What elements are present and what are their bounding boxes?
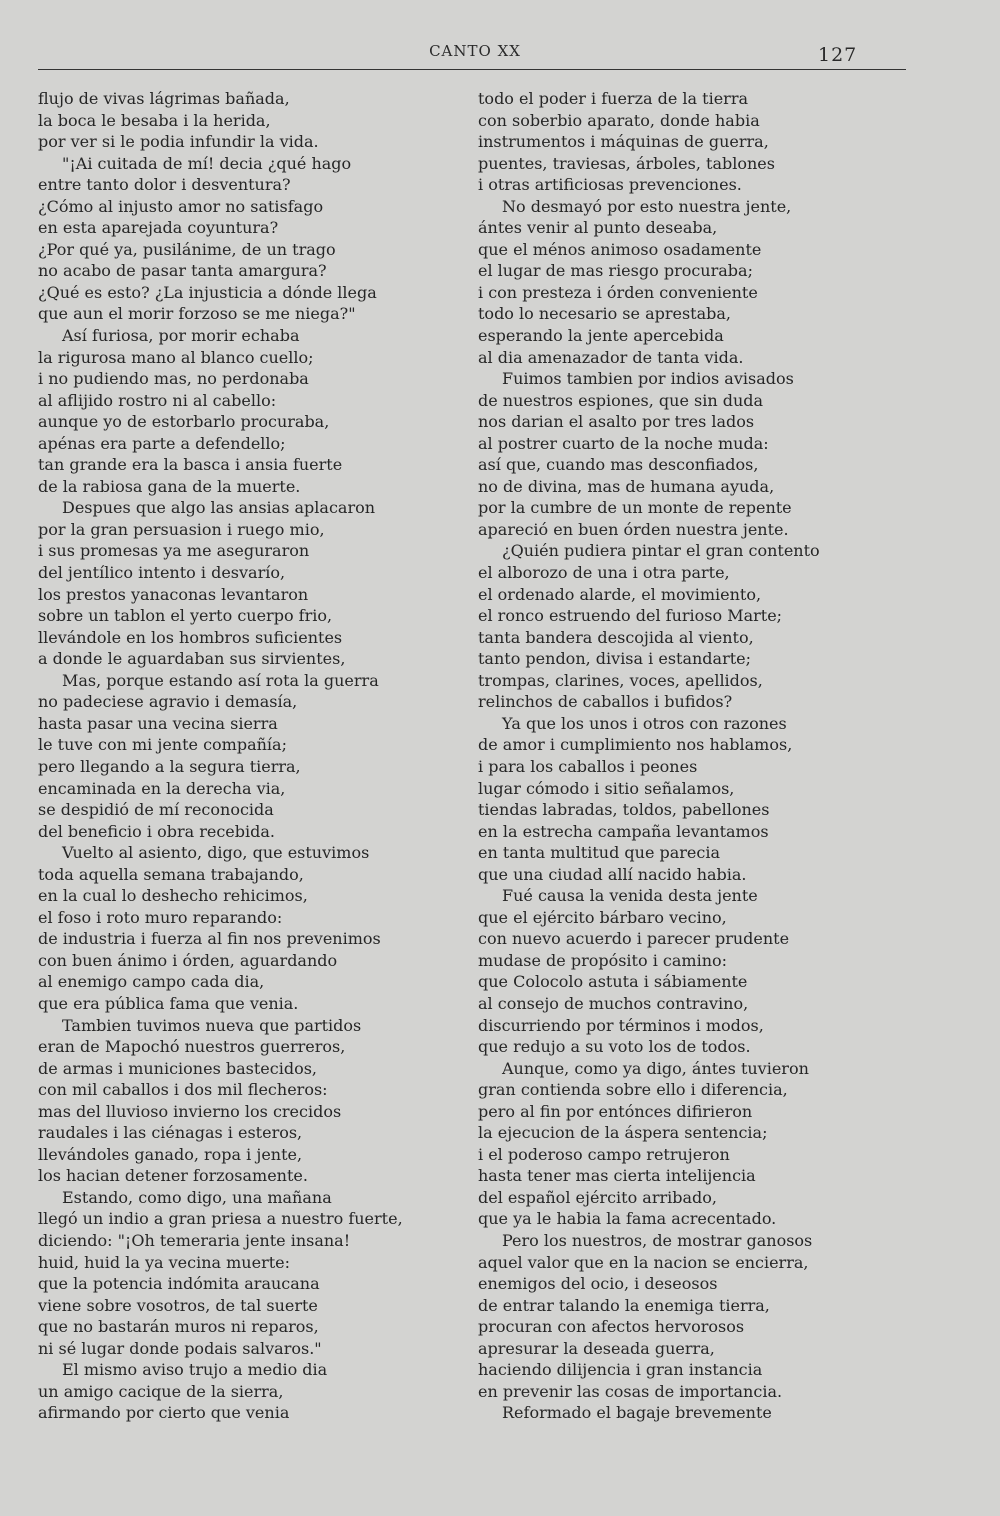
- verse-line: tiendas labradas, toldos, pabellones: [478, 800, 770, 820]
- verse-line: ¿Cómo al injusto amor no satisfago: [38, 196, 324, 216]
- verse-line: el ronco estruendo del furioso Marte;: [478, 606, 783, 626]
- left-text-column: [38, 88, 458, 1424]
- verse-line: un amigo cacique de la sierra,: [38, 1381, 284, 1401]
- verse-line: con soberbio aparato, donde habia: [478, 110, 760, 130]
- verse-line: apareció en buen órden nuestra jente.: [478, 519, 789, 539]
- verse-line: la rigurosa mano al blanco cuello;: [38, 347, 314, 367]
- verse-line: tan grande era la basca i ansia fuerte: [38, 455, 343, 475]
- verse-line: que no bastarán muros ni reparos,: [38, 1317, 319, 1337]
- verse-line: Tambien tuvimos nueva que partidos: [62, 1015, 362, 1035]
- verse-line: por ver si le podia infundir la vida.: [38, 132, 319, 152]
- verse-line: del jentílico intento i desvarío,: [38, 563, 286, 583]
- verse-line: llevándoles ganado, ropa i jente,: [38, 1144, 303, 1164]
- verse-line: discurriendo por términos i modos,: [478, 1015, 764, 1035]
- verse-line: enemigos del ocio, i deseosos: [478, 1274, 718, 1294]
- verse-line: Ya que los unos i otros con razones: [502, 713, 787, 733]
- verse-line: que ya le habia la fama acrecentado.: [478, 1209, 777, 1229]
- verse-line: que aun el morir forzoso se me niega?": [38, 304, 356, 324]
- verse-line: afirmando por cierto que venia: [38, 1403, 290, 1423]
- verse-line: Fué causa la venida desta jente: [502, 886, 758, 906]
- verse-line: todo el poder i fuerza de la tierra: [478, 89, 749, 108]
- verse-line: no acabo de pasar tanta amargura?: [38, 261, 327, 281]
- verse-line: a donde le aguardaban sus sirvientes,: [38, 649, 346, 669]
- verse-line: eran de Mapochó nuestros guerreros,: [38, 1037, 346, 1057]
- verse-line: todo lo necesario se aprestaba,: [478, 304, 732, 324]
- verse-line: pero al fin por entónces difirieron: [478, 1101, 753, 1121]
- verse-line: ¿Quién pudiera pintar el gran contento: [502, 541, 820, 561]
- verse-line: en prevenir las cosas de importancia.: [478, 1381, 783, 1401]
- verse-line: Aunque, como ya digo, ántes tuvieron: [502, 1058, 809, 1078]
- verse-line: con buen ánimo i órden, aguardando: [38, 950, 338, 970]
- verse-line: en tanta multitud que parecia: [478, 843, 721, 863]
- verse-line: en esta aparejada coyuntura?: [38, 218, 279, 238]
- verse-line: no padeciese agravio i demasía,: [38, 692, 298, 712]
- verse-line: de la rabiosa gana de la muerte.: [38, 476, 301, 496]
- verse-line: i no pudiendo mas, no perdonaba: [38, 369, 309, 389]
- verse-line: el ordenado alarde, el movimiento,: [478, 584, 762, 604]
- verse-line: tanta bandera descojida al viento,: [478, 627, 754, 647]
- verse-line: apénas era parte a defendello;: [38, 433, 286, 453]
- verse-line: en la estrecha campaña levantamos: [478, 821, 769, 841]
- verse-line: por la cumbre de un monte de repente: [478, 498, 792, 518]
- verse-line: toda aquella semana trabajando,: [38, 864, 304, 884]
- verse-line: Estando, como digo, una mañana: [62, 1187, 332, 1207]
- verse-line: que la potencia indómita araucana: [38, 1274, 320, 1294]
- verse-line: Fuimos tambien por indios avisados: [502, 369, 794, 389]
- verse-line: el foso i roto muro reparando:: [38, 907, 283, 927]
- verse-line: Pero los nuestros, de mostrar ganosos: [502, 1230, 813, 1250]
- verse-line: huid, huid la ya vecina muerte:: [38, 1252, 290, 1272]
- verse-line: mas del lluvioso invierno los crecidos: [38, 1101, 342, 1121]
- verse-line: mudase de propósito i camino:: [478, 950, 728, 970]
- verse-line: relinchos de caballos i bufidos?: [478, 692, 733, 712]
- verse-line: llevándole en los hombros suficientes: [38, 627, 343, 647]
- verse-line: diciendo: "¡Oh temeraria jente insana!: [38, 1230, 351, 1250]
- verse-line: que era pública fama que venia.: [38, 993, 299, 1013]
- verse-line: tanto pendon, divisa i estandarte;: [478, 649, 752, 669]
- right-text-column: [478, 88, 918, 1424]
- verse-line: puentes, traviesas, árboles, tablones: [478, 153, 775, 173]
- verse-line: llegó un indio a gran priesa a nuestro fuerte,: [38, 1209, 403, 1229]
- verse-line: lugar cómodo i sitio señalamos,: [478, 778, 735, 798]
- verse-line: Así furiosa, por morir echaba: [62, 326, 300, 346]
- verse-line: Vuelto al asiento, digo, que estuvimos: [62, 843, 370, 863]
- verse-line: raudales i las ciénagas i esteros,: [38, 1123, 303, 1143]
- verse-line: de armas i municiones bastecidos,: [38, 1058, 318, 1078]
- verse-line: ántes venir al punto deseaba,: [478, 218, 718, 238]
- verse-line: al enemigo campo cada dia,: [38, 972, 265, 992]
- verse-line: entre tanto dolor i desventura?: [38, 175, 291, 195]
- verse-line: No desmayó por esto nuestra jente,: [502, 196, 792, 216]
- verse-line: Despues que algo las ansias aplacaron: [62, 498, 376, 518]
- verse-line: por la gran persuasion i ruego mio,: [38, 519, 325, 539]
- header-rule: [38, 69, 906, 70]
- verse-line: que redujo a su voto los de todos.: [478, 1037, 751, 1057]
- verse-line: gran contienda sobre ello i diferencia,: [478, 1080, 788, 1100]
- verse-line: flujo de vivas lágrimas bañada,: [38, 89, 290, 108]
- verse-line: i otras artificiosas prevenciones.: [478, 175, 742, 195]
- verse-line: encaminada en la derecha via,: [38, 778, 286, 798]
- verse-line: de amor i cumplimiento nos hablamos,: [478, 735, 793, 755]
- verse-line: que el ménos animoso osadamente: [478, 239, 762, 259]
- verse-line: no de divina, mas de humana ayuda,: [478, 476, 775, 496]
- verse-line: nos darian el asalto por tres lados: [478, 412, 755, 432]
- verse-line: la boca le besaba i la herida,: [38, 110, 271, 130]
- verse-line: trompas, clarines, voces, apellidos,: [478, 670, 763, 690]
- verse-line: de industria i fuerza al fin nos prevenimos: [38, 929, 381, 949]
- verse-line: al postrer cuarto de la noche muda:: [478, 433, 769, 453]
- verse-line: haciendo dilijencia i gran instancia: [478, 1360, 763, 1380]
- verse-line: "¡Ai cuitada de mí! decia ¿qué hago: [62, 153, 352, 173]
- verse-line: así que, cuando mas desconfiados,: [478, 455, 759, 475]
- verse-line: procuran con afectos hervorosos: [478, 1317, 745, 1337]
- verse-line: apresurar la deseada guerra,: [478, 1338, 715, 1358]
- verse-line: Reformado el bagaje brevemente: [502, 1403, 772, 1423]
- verse-line: en la cual lo deshecho rehicimos,: [38, 886, 308, 906]
- verse-line: i el poderoso campo retrujeron: [478, 1144, 730, 1164]
- verse-line: que una ciudad allí nacido habia.: [478, 864, 747, 884]
- verse-line: del beneficio i obra recebida.: [38, 821, 275, 841]
- verse-line: instrumentos i máquinas de guerra,: [478, 132, 769, 152]
- running-head-title: CANTO XX: [429, 42, 521, 60]
- verse-line: hasta pasar una vecina sierra: [38, 713, 278, 733]
- verse-line: se despidió de mí reconocida: [38, 800, 274, 820]
- verse-line: ni sé lugar donde podais salvaros.": [38, 1338, 322, 1358]
- verse-line: los prestos yanaconas levantaron: [38, 584, 309, 604]
- verse-line: de entrar talando la enemiga tierra,: [478, 1295, 770, 1315]
- verse-line: i para los caballos i peones: [478, 756, 698, 776]
- verse-line: sobre un tablon el yerto cuerpo frio,: [38, 606, 333, 626]
- verse-line: esperando la jente apercebida: [478, 326, 724, 346]
- verse-line: al dia amenazador de tanta vida.: [478, 347, 744, 367]
- verse-line: que Colocolo astuta i sábiamente: [478, 972, 748, 992]
- verse-line: con mil caballos i dos mil flecheros:: [38, 1080, 328, 1100]
- verse-line: los hacian detener forzosamente.: [38, 1166, 308, 1186]
- verse-line: el lugar de mas riesgo procuraba;: [478, 261, 753, 281]
- verse-line: que el ejército bárbaro vecino,: [478, 907, 727, 927]
- verse-line: la ejecucion de la áspera sentencia;: [478, 1123, 768, 1143]
- verse-line: de nuestros espiones, que sin duda: [478, 390, 764, 410]
- verse-line: el alborozo de una i otra parte,: [478, 563, 730, 583]
- verse-line: al aflijido rostro ni al cabello:: [38, 390, 277, 410]
- verse-line: ¿Qué es esto? ¿La injusticia a dónde llega: [38, 282, 377, 302]
- verse-line: i con presteza i órden conveniente: [478, 282, 758, 302]
- verse-line: del español ejército arribado,: [478, 1187, 717, 1207]
- verse-line: aunque yo de estorbarlo procuraba,: [38, 412, 330, 432]
- verse-line: hasta tener mas cierta intelijencia: [478, 1166, 756, 1186]
- verse-line: aquel valor que en la nacion se encierra,: [478, 1252, 809, 1272]
- verse-line: pero llegando a la segura tierra,: [38, 756, 301, 776]
- verse-line: le tuve con mi jente compañía;: [38, 735, 287, 755]
- verse-line: viene sobre vosotros, de tal suerte: [38, 1295, 318, 1315]
- verse-line: i sus promesas ya me aseguraron: [38, 541, 310, 561]
- verse-line: con nuevo acuerdo i parecer prudente: [478, 929, 790, 949]
- verse-line: al consejo de muchos contravino,: [478, 993, 749, 1013]
- verse-line: Mas, porque estando así rota la guerra: [62, 670, 379, 690]
- verse-line: El mismo aviso trujo a medio dia: [62, 1360, 328, 1380]
- verse-line: ¿Por qué ya, pusilánime, de un trago: [38, 239, 336, 259]
- page-number: 127: [818, 44, 858, 66]
